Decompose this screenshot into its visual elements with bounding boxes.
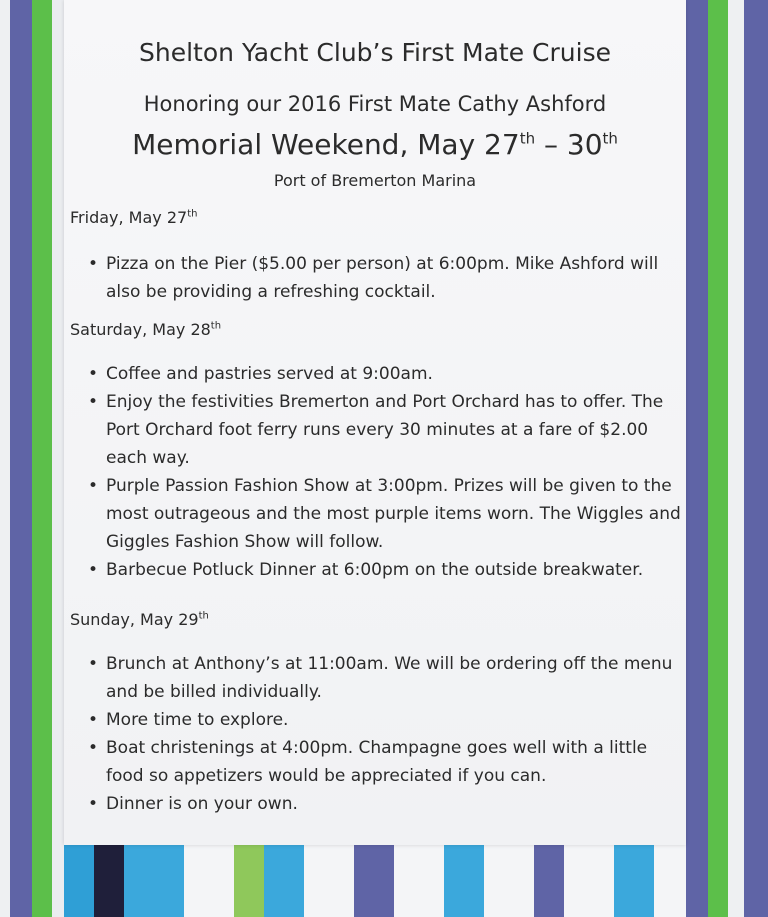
flyer-sheet (64, 0, 686, 845)
weekend-dates: Memorial Weekend, May 27th – 30th (132, 128, 618, 161)
list-item: • Coffee and pastries served at 9:00am. (88, 360, 688, 388)
stripe-white-right (728, 0, 744, 917)
honoring-line: Honoring our 2016 First Mate Cathy Ashford (143, 92, 607, 116)
stripe-purple-edge (744, 0, 768, 917)
bottom-stripes (64, 845, 686, 917)
saturday-list (88, 360, 688, 584)
sunday-list (88, 650, 688, 818)
stripe-green-right (708, 0, 728, 917)
list-item: • Dinner is on your own. (88, 790, 688, 818)
day-heading-saturday: Saturday, May 28th (70, 320, 222, 339)
venue: Port of Bremerton Marina (273, 171, 477, 190)
stripe-purple-left (10, 0, 32, 917)
list-item: • Barbecue Potluck Dinner at 6:00pm on the outside breakwater. (88, 556, 688, 584)
list-item: • Enjoy the festivities Bremerton and Port Orchard has to offer. The Port Orchard foot ferry runs every 30 minutes at a fare of $2.00 each way. (88, 388, 688, 472)
stripe-border (0, 0, 10, 917)
day-heading-sunday: Sunday, May 29th (70, 610, 209, 629)
flyer-title: Shelton Yacht Club’s First Mate Cruise (139, 38, 611, 67)
stripe-purple-right (686, 0, 708, 917)
friday-list (88, 250, 688, 306)
list-item: • More time to explore. (88, 706, 688, 734)
list-item: • Boat christenings at 4:00pm. Champagne goes well with a little food so appetizers would be appreciated if you can. (88, 734, 688, 790)
list-item: • Purple Passion Fashion Show at 3:00pm. Prizes will be given to the most outrageous and the most purple items worn. The Wiggles and Giggles Fashion Show will follow. (88, 472, 688, 556)
stripe-green-left (32, 0, 52, 917)
list-item: • Pizza on the Pier ($5.00 per person) at 6:00pm. Mike Ashford will also be providing a refreshing cocktail. (88, 250, 688, 306)
day-heading-friday: Friday, May 27th (70, 208, 198, 227)
stripe-white-left (52, 0, 64, 917)
list-item: • Brunch at Anthony’s at 11:00am. We will be ordering off the menu and be billed individually. (88, 650, 688, 706)
